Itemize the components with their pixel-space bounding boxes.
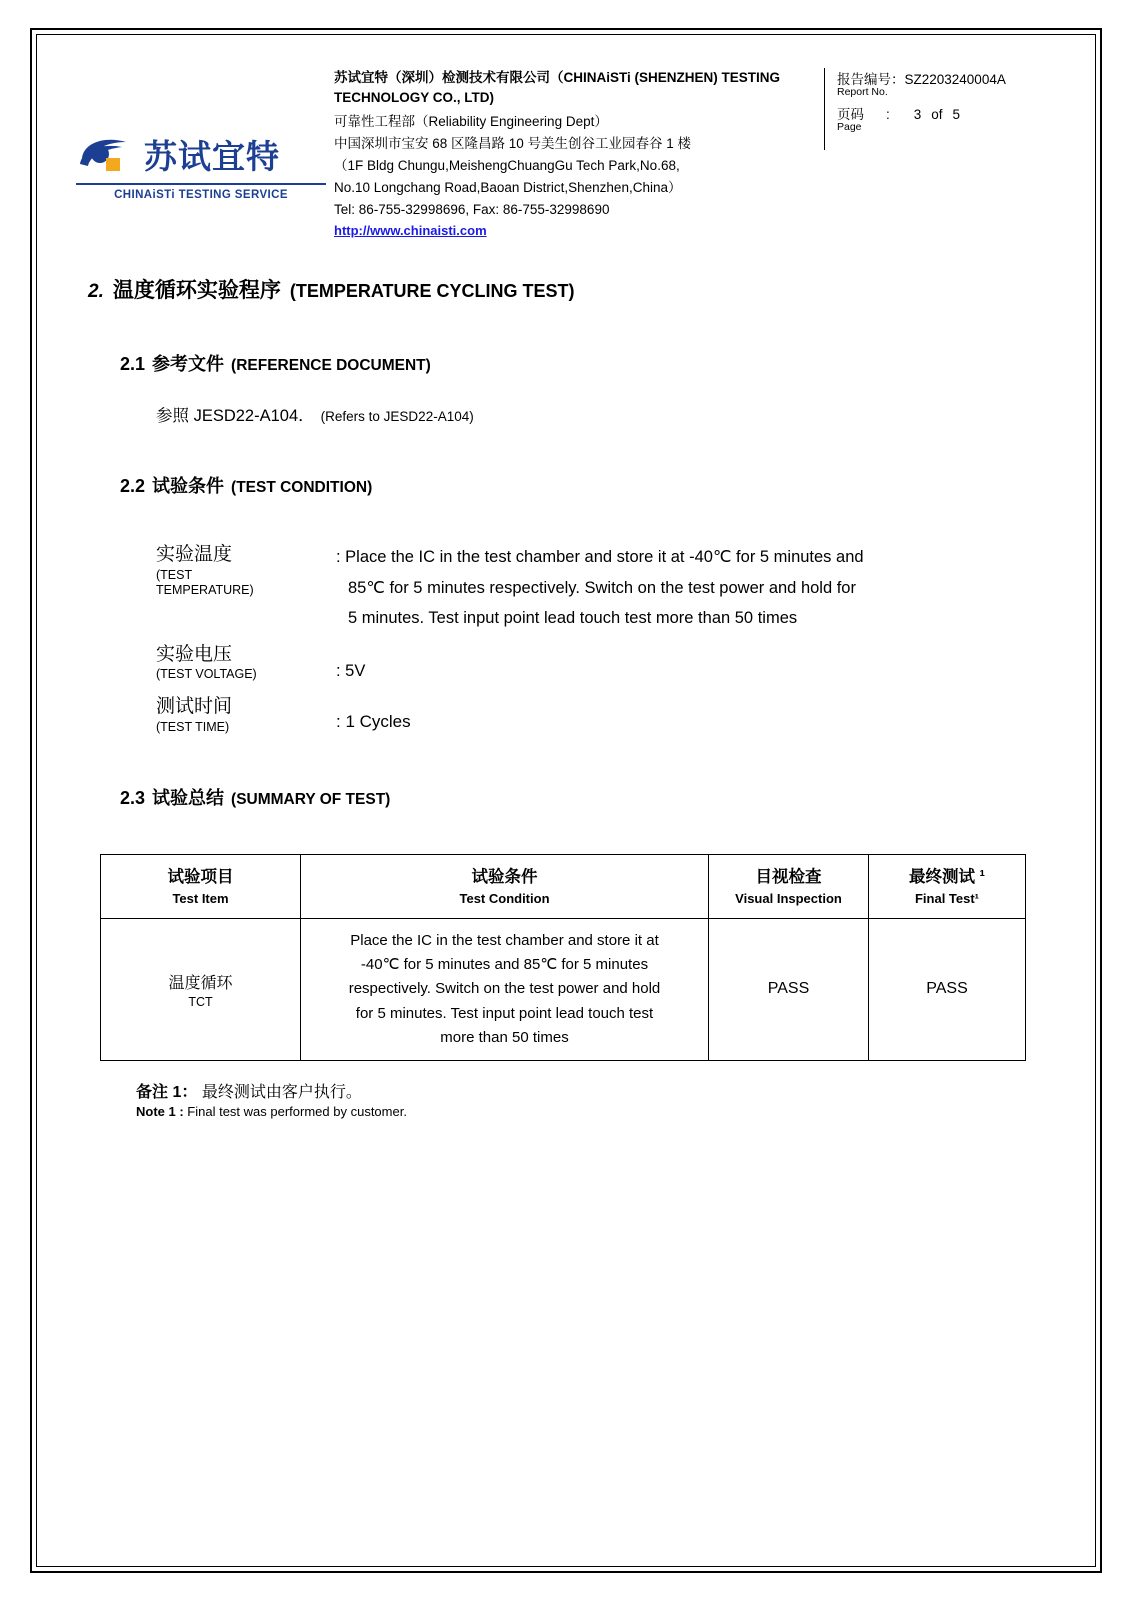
th-test-item-en: Test Item [172,890,229,906]
company-dept: 可靠性工程部（Reliability Engineering Dept） [334,114,608,130]
cell-visual-inspection-result: PASS [709,918,869,1060]
subsection-21-number: 2.1 [120,354,146,375]
cell-test-item-cn: 温度循环 [168,974,233,992]
page-label-en: Page [837,121,862,133]
company-name: 苏试宜特（深圳）检测技术有限公司（CHINAiSTi (SHENZHEN) TESTING TECHNOLOGY CO., LTD) [334,70,781,105]
th-visual-inspection [709,854,869,918]
th-test-condition [301,854,709,918]
cell-final-test-result: PASS [869,918,1026,1060]
th-test-item-cn: 试验项目 [167,867,234,886]
page-total: 5 [952,107,961,122]
company-info [326,64,824,242]
note-text-cn: 最终测试由客户执行。 [201,1084,362,1102]
page-of: of [931,107,943,122]
logo-divider [76,183,326,185]
condition-label-cn: 实验温度 [156,544,233,566]
th-final-test-cn: 最终测试 ¹ [908,867,986,886]
subsection-23-title-cn: 试验总结 [152,787,225,808]
section-title-en: (TEMPERATURE CYCLING TEST) [289,281,575,302]
reference-en: (Refers to JESD22-A104) [320,409,474,425]
condition-value-line-1: : Place the IC in the test chamber and store it at -40℃ for 5 minutes and [336,548,864,567]
cell-test-condition [301,918,709,1060]
th-final-test [869,854,1026,918]
condition-value-time: : 1 Cycles [336,712,411,732]
condition-value-temperature [336,542,1056,634]
cell-condition-line-5: more than 50 times [440,1028,569,1046]
company-logo [76,64,326,201]
subsection-22-title [120,472,1056,498]
subsection-22-title-cn: 试验条件 [152,476,225,497]
company-website-link[interactable]: http://www.chinaisti.com [334,223,487,239]
th-final-test-en: Final Test¹ [914,890,980,906]
cell-test-item-en: TCT [188,994,213,1009]
condition-value-line-2: 85℃ for 5 minutes respectively. Switch on the test power and hold for [348,578,856,597]
condition-label-temperature [156,542,336,634]
cell-condition-line-4: for 5 minutes. Test input point lead touch test [355,1004,654,1022]
th-test-condition-en: Test Condition [459,890,550,906]
condition-label-en-1: (TEST TIME) [156,719,230,734]
page-colon: : [886,107,890,122]
report-no-label-en: Report No. [837,86,888,98]
summary-table-wrapper [100,854,1025,1061]
condition-row-temperature [156,542,1056,634]
subsection-21-title-en: (REFERENCE DOCUMENT) [231,357,431,375]
note-label-cn: 备注 1： [136,1084,198,1102]
condition-label-cn: 测试时间 [156,696,233,718]
subsection-21-title-cn: 参考文件 [152,354,225,375]
report-no-label-cn: 报告编号： [837,72,905,87]
th-visual-inspection-cn: 目视检查 [755,867,822,886]
summary-table [100,854,1026,1061]
reference-line [156,402,1056,426]
cell-condition-line-2: -40℃ for 5 minutes and 85℃ for 5 minutes [360,956,649,974]
condition-value-voltage: : 5V [336,661,366,680]
condition-label-en-2: TEMPERATURE) [156,582,254,597]
note-text-en: Final test was performed by customer. [187,1104,407,1120]
section-number: 2. [88,281,104,303]
cell-condition-line-1: Place the IC in the test chamber and store it at [350,931,659,949]
report-meta [824,68,1056,150]
table-row [101,918,1026,1060]
logo-brand-en: CHINAiSTi TESTING SERVICE [114,189,288,201]
company-address-cn: 中国深圳市宝安 68 区隆昌路 10 号美生创谷工业园春谷 1 楼 [334,135,692,151]
reference-cn: 参照 JESD22-A104． [156,407,315,426]
subsection-23-title-en: (SUMMARY OF TEST) [231,790,391,808]
page-label-cn: 页码 [837,107,864,122]
cell-condition-line-3: respectively. Switch on the test power and hold [348,980,661,998]
subsection-23-number: 2.3 [120,787,146,808]
document-header [76,64,1056,242]
page-current: 3 [913,107,922,122]
swoosh-logo-icon [76,132,138,180]
condition-value-line-3: 5 minutes. Test input point lead touch test more than 50 times [348,609,798,628]
section-title [88,274,1056,304]
subsection-22-number: 2.2 [120,476,146,497]
report-no-value: SZ2203240004A [904,72,1006,87]
th-visual-inspection-en: Visual Inspection [735,890,842,906]
company-address-en-1: （1F Bldg Chungu,MeishengChuangGu Tech Park,No.68, [334,157,680,173]
condition-label-en-1: (TEST [156,567,193,582]
note-label-en: Note 1 : [136,1104,184,1120]
th-test-item [101,854,301,918]
th-test-condition-cn: 试验条件 [471,867,538,886]
logo-brand-cn: 苏试宜特 [144,136,280,176]
condition-label-voltage [156,642,336,683]
subsection-22-title-en: (TEST CONDITION) [231,479,373,497]
condition-row-voltage [156,642,1056,687]
condition-label-cn: 实验电压 [156,643,233,665]
table-header-row [101,854,1026,918]
condition-label-en-1: (TEST VOLTAGE) [156,667,257,682]
subsection-21-title [120,350,1056,376]
company-contact: Tel: 86-755-32998696, Fax: 86-755-32998690 [334,201,610,217]
cell-test-item [101,918,301,1060]
test-conditions [156,542,1056,738]
condition-row-time [156,694,1056,737]
table-note [136,1079,1056,1119]
page-content [36,34,1096,1567]
condition-label-time [156,694,336,735]
section-title-cn: 温度循环实验程序 [112,279,281,303]
company-address-en-2: No.10 Longchang Road,Baoan District,Shenzhen,China） [334,179,682,195]
subsection-23-title [120,784,1056,810]
